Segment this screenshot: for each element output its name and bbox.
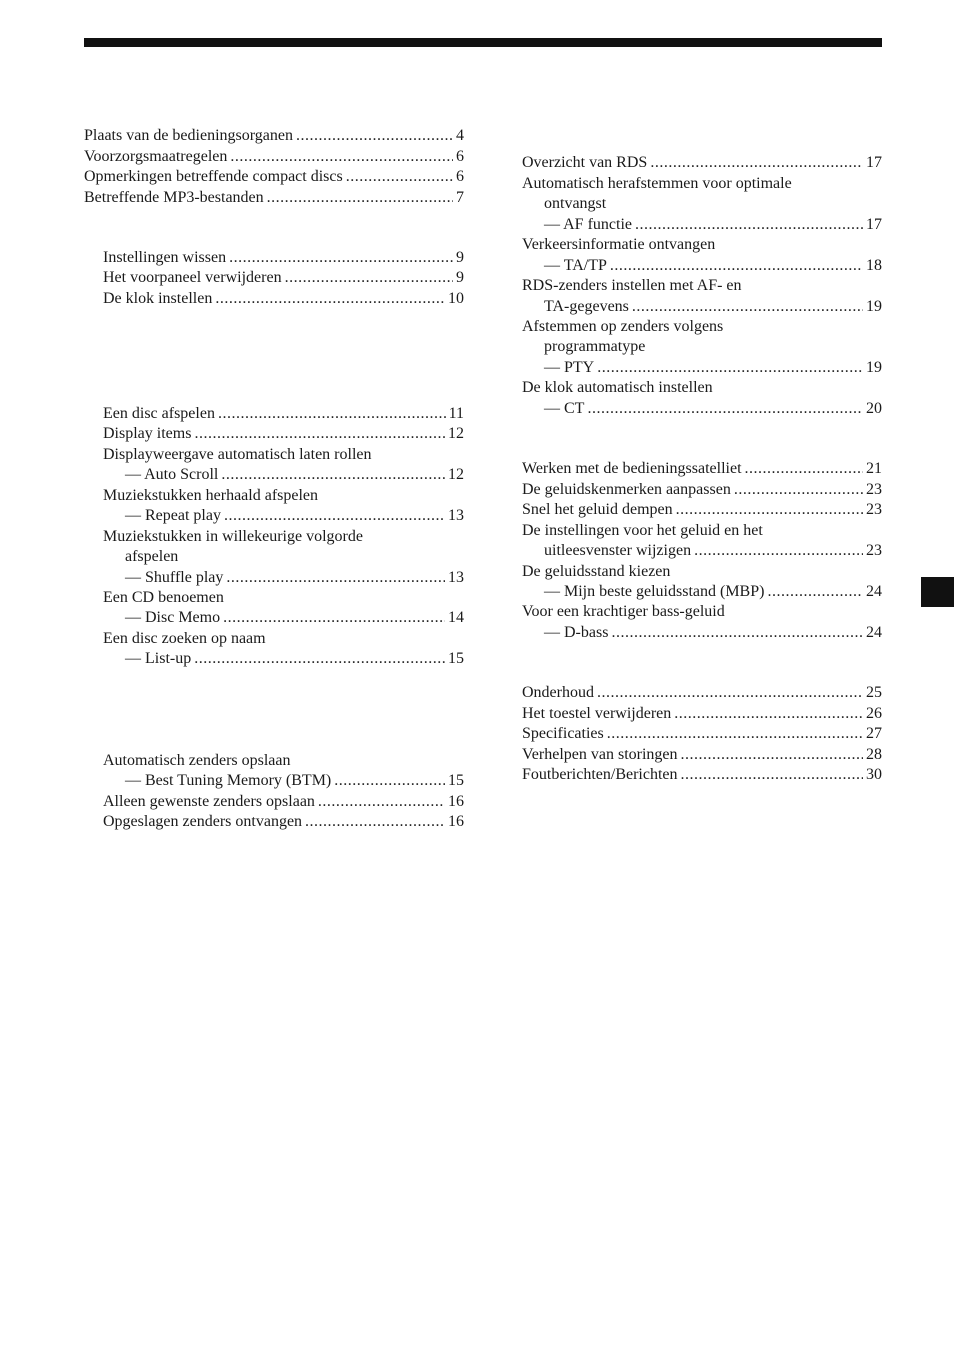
leader-dots: [334, 771, 445, 792]
leader-dots: [194, 649, 445, 670]
toc-entry[interactable]: [522, 724, 882, 745]
toc-entry[interactable]: [522, 153, 882, 174]
toc-page-number: 19: [866, 298, 882, 315]
toc-entry-label: — AF functie: [544, 216, 632, 233]
leader-dots: [607, 724, 863, 745]
toc-entry[interactable]: [522, 500, 882, 521]
leader-dots: [224, 506, 445, 527]
toc-entry-label: Opmerkingen betreffende compact discs: [84, 168, 343, 185]
toc-page-number: 9: [456, 269, 464, 286]
toc-entry-heading[interactable]: De klok automatisch instellen: [522, 379, 713, 396]
toc-entry[interactable]: [522, 459, 882, 480]
toc-entry[interactable]: [544, 297, 882, 318]
toc-entry-label: — List-up: [125, 650, 192, 667]
leader-dots: [215, 289, 445, 310]
toc-entry-label: — Repeat play: [125, 507, 221, 524]
toc-entry-label: De geluidskenmerken aanpassen: [522, 481, 731, 498]
toc-entry[interactable]: [103, 792, 464, 813]
toc-entry[interactable]: [103, 289, 464, 310]
top-rule: [84, 38, 882, 47]
toc-page-number: 18: [866, 257, 882, 274]
toc-entry-label: — D-bass: [544, 624, 609, 641]
toc-page-number: 24: [866, 624, 882, 641]
leader-dots: [229, 248, 453, 269]
toc-entry-heading[interactable]: RDS-zenders instellen met AF- en: [522, 277, 742, 294]
toc-entry-label: Overzicht van RDS: [522, 154, 648, 171]
leader-dots: [346, 167, 453, 188]
toc-page-number: 17: [866, 154, 882, 171]
toc-entry-label: — CT: [544, 400, 585, 417]
toc-page-number: 15: [448, 650, 464, 667]
toc-entry[interactable]: [84, 126, 464, 147]
toc-entry[interactable]: [125, 771, 464, 792]
toc-page-number: 20: [866, 400, 882, 417]
toc-entry[interactable]: [544, 541, 882, 562]
toc-entry-label: Display items: [103, 425, 192, 442]
toc-entry[interactable]: [125, 506, 464, 527]
toc-page-number: 13: [448, 569, 464, 586]
toc-entry[interactable]: [84, 188, 464, 209]
toc-entry[interactable]: [544, 399, 882, 420]
leader-dots: [676, 500, 863, 521]
toc-page-number: 12: [448, 425, 464, 442]
toc-entry-label: Plaats van de bedieningsorganen: [84, 127, 293, 144]
toc-page-number: 19: [866, 359, 882, 376]
toc-entry[interactable]: [125, 608, 464, 629]
leader-dots: [632, 297, 863, 318]
toc-entry[interactable]: [125, 568, 464, 589]
leader-dots: [221, 465, 445, 486]
toc-entry-label: Een disc afspelen: [103, 405, 215, 422]
leader-dots: [285, 268, 453, 289]
leader-dots: [230, 147, 453, 168]
toc-entry-label: Het toestel verwijderen: [522, 705, 672, 722]
leader-dots: [218, 404, 446, 425]
toc-entry-label: TA-gegevens: [544, 298, 629, 315]
toc-entry-label: Onderhoud: [522, 684, 594, 701]
toc-entry-label: Voorzorgsmaatregelen: [84, 148, 228, 165]
toc-entry-heading[interactable]: Voor een krachtiger bass-geluid: [522, 603, 725, 620]
toc-entry-label: Specificaties: [522, 725, 604, 742]
leader-dots: [734, 480, 863, 501]
toc-entry[interactable]: [84, 147, 464, 168]
toc-entry-label: uitleesvenster wijzigen: [544, 542, 692, 559]
toc-entry[interactable]: [84, 167, 464, 188]
toc-entry[interactable]: [544, 358, 882, 379]
leader-dots: [767, 582, 863, 603]
toc-page-number: 30: [866, 766, 882, 783]
toc-page-number: 12: [448, 466, 464, 483]
toc-page-number: 21: [866, 460, 882, 477]
toc-page-number: 28: [866, 746, 882, 763]
leader-dots: [305, 812, 445, 833]
leader-dots: [745, 459, 863, 480]
toc-entry-heading[interactable]: Muziekstukken herhaald afspelen: [103, 487, 319, 504]
toc-page-number: 16: [448, 813, 464, 830]
toc-entry-heading[interactable]: Verkeersinformatie ontvangen: [522, 236, 716, 253]
toc-entry-label: Werken met de bedieningssatelliet: [522, 460, 742, 477]
section-tab-marker: [921, 577, 954, 607]
toc-entry[interactable]: [544, 256, 882, 277]
toc-page-number: 23: [866, 542, 882, 559]
toc-entry-label: — PTY: [544, 359, 595, 376]
leader-dots: [597, 683, 863, 704]
toc-page-number: 15: [448, 772, 464, 789]
toc-page-number: 11: [448, 405, 464, 422]
toc-entry-label: Het voorpaneel verwijderen: [103, 269, 282, 286]
leader-dots: [610, 256, 863, 277]
toc-entry-label: — TA/TP: [544, 257, 607, 274]
toc-page-number: 9: [456, 249, 464, 266]
toc-entry[interactable]: [103, 812, 464, 833]
toc-entry[interactable]: [103, 404, 464, 425]
toc-entry-label: Betreffende MP3-bestanden: [84, 189, 264, 206]
toc-page-number: 13: [448, 507, 464, 524]
toc-page-number: 27: [866, 725, 882, 742]
toc-entry-label: Snel het geluid dempen: [522, 501, 673, 518]
toc-entry-label: Instellingen wissen: [103, 249, 227, 266]
toc-page-number: 10: [448, 290, 464, 307]
toc-entry[interactable]: [103, 248, 464, 269]
toc-entry-label: Foutberichten/Berichten: [522, 766, 678, 783]
toc-entry[interactable]: [544, 623, 882, 644]
toc-page-number: 17: [866, 216, 882, 233]
toc-entry-heading[interactable]: Muziekstukken in willekeurige volgorde: [103, 528, 363, 545]
toc-entry-heading-continued[interactable]: ontvangst: [544, 195, 607, 212]
toc-entry[interactable]: [544, 582, 882, 603]
toc-entry[interactable]: [522, 745, 882, 766]
toc-entry[interactable]: [125, 465, 464, 486]
toc-entry[interactable]: [544, 215, 882, 236]
toc-entry-heading[interactable]: De instellingen voor het geluid en het: [522, 522, 763, 539]
toc-entry[interactable]: [103, 424, 464, 445]
toc-entry-heading[interactable]: Displayweergave automatisch laten rollen: [103, 446, 372, 463]
toc-entry[interactable]: [522, 704, 882, 725]
leader-dots: [267, 188, 453, 209]
leader-dots: [223, 608, 445, 629]
toc-entry-label: Verhelpen van storingen: [522, 746, 678, 763]
toc-entry[interactable]: [103, 268, 464, 289]
toc-entry-heading[interactable]: Automatisch herafstemmen voor optimale: [522, 175, 792, 192]
toc-entry[interactable]: [125, 649, 464, 670]
toc-page-number: 24: [866, 583, 882, 600]
toc-entry-label: De klok instellen: [103, 290, 213, 307]
toc-entry-label: — Auto Scroll: [125, 466, 219, 483]
leader-dots: [611, 623, 863, 644]
toc-entry-label: Alleen gewenste zenders opslaan: [103, 793, 315, 810]
leader-dots: [681, 765, 863, 786]
toc-entry-heading[interactable]: De geluidsstand kiezen: [522, 563, 671, 580]
toc-entry-label: — Shuffle play: [125, 569, 224, 586]
toc-page-number: 25: [866, 684, 882, 701]
toc-page-number: 26: [866, 705, 882, 722]
toc-page-number: 23: [866, 501, 882, 518]
toc-entry-label: — Best Tuning Memory (BTM): [125, 772, 332, 789]
leader-dots: [194, 424, 445, 445]
toc-entry-label: Opgeslagen zenders ontvangen: [103, 813, 303, 830]
toc-page-number: 6: [456, 168, 464, 185]
toc-page-number: 7: [456, 189, 464, 206]
toc-entry-heading[interactable]: Automatisch zenders opslaan: [103, 752, 291, 769]
leader-dots: [296, 126, 453, 147]
toc-entry[interactable]: [522, 480, 882, 501]
toc-entry[interactable]: [522, 765, 882, 786]
toc-entry-label: — Mijn beste geluidsstand (MBP): [544, 583, 765, 600]
toc-entry-heading[interactable]: Een CD benoemen: [103, 589, 224, 606]
toc-entry-heading[interactable]: Afstemmen op zenders volgens: [522, 318, 724, 335]
leader-dots: [650, 153, 863, 174]
toc-page-number: 6: [456, 148, 464, 165]
leader-dots: [635, 215, 863, 236]
leader-dots: [587, 399, 863, 420]
toc-page-number: 23: [866, 481, 882, 498]
toc-entry-heading[interactable]: Een disc zoeken op naam: [103, 630, 266, 647]
leader-dots: [674, 704, 863, 725]
toc-entry-heading-continued[interactable]: programmatype: [544, 338, 646, 355]
leader-dots: [226, 568, 445, 589]
toc-page-number: 14: [448, 609, 464, 626]
toc-page-number: 4: [456, 127, 464, 144]
leader-dots: [597, 358, 863, 379]
toc-entry[interactable]: [522, 683, 882, 704]
toc-page-number: 16: [448, 793, 464, 810]
leader-dots: [318, 792, 445, 813]
leader-dots: [681, 745, 863, 766]
leader-dots: [694, 541, 863, 562]
toc-entry-label: — Disc Memo: [125, 609, 221, 626]
toc-entry-heading-continued[interactable]: afspelen: [125, 548, 179, 565]
